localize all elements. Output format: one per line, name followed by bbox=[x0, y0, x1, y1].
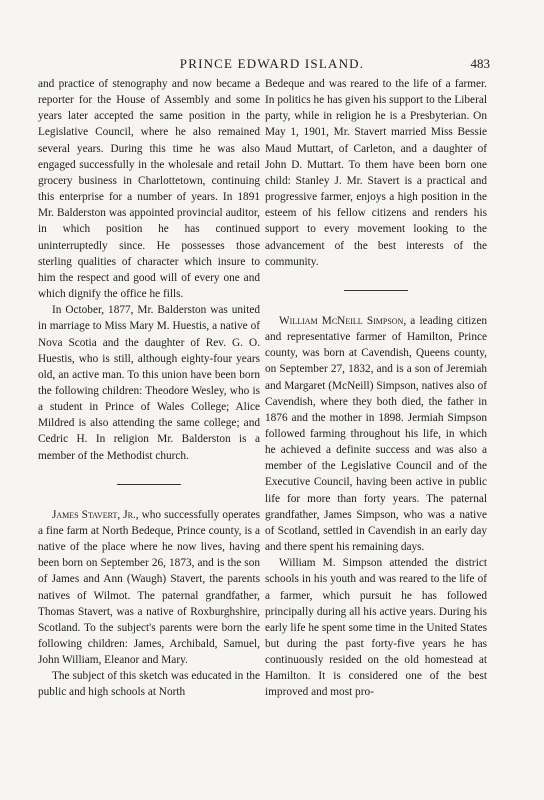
paragraph-simpson-career: William M. Simpson attended the district schools in his youth and was reared to the life of a farmer, which pursuit he has followed principally during all his active years. During his early life he spent some time in the United States but during the past forty-five years he has continuously resided on the old homestead at Hamilton. It is considered one of the best improved and most pro- bbox=[265, 557, 487, 699]
section-divider bbox=[344, 290, 408, 291]
subject-name-stavert: James Stavert, Jr., bbox=[52, 508, 139, 521]
paragraph-balderston-career: and practice of stenography and now became a reporter for the House of Assembly and some years later accepted the same position in the Legislative Council, where he also remained several years. During this time he was also engaged successfully in the wholesale and retail grocery business in Charlottetown, continuing this enterprise for a number of years. In 1891 Mr. Balderston was appointed provincial auditor, in which position he has continued uninterruptedly since. He possesses those sterling qualities of character which insure to him the respect and good will of every one and which dignify the office he fills. bbox=[38, 78, 260, 301]
paragraph-stavert-intro bbox=[38, 507, 260, 669]
paragraph-stavert-education: The subject of this sketch was educated in the public and high schools at North bbox=[38, 670, 260, 699]
right-column bbox=[265, 76, 487, 701]
subject-name-simpson: William McNeill Simpson, bbox=[279, 314, 407, 327]
section-divider bbox=[117, 484, 181, 485]
paragraph-stavert-continued: Bedeque and was reared to the life of a farmer. In politics he has given his support to the Liberal party, while in religion he is a Presbyterian. On May 1, 1901, Mr. Stavert married Miss Bessie Maud Muttart, of Carleton, and a daughter of John D. Muttart. To them have been born one child: Stanley J. Mr. Stavert is a practical and progressive farmer, enjoys a high position in the esteem of his fellow citizens and renders his support to every movement looking to the advancement of the best interests of the community. bbox=[265, 78, 487, 268]
page-number: 483 bbox=[470, 56, 490, 71]
paragraph-balderston-marriage: In October, 1877, Mr. Balderston was united in marriage to Miss Mary M. Huestis, a native of Nova Scotia and the daughter of Rev. G. O. Huestis, who is still, although eighty-four years old, an active man. To this union have been born the following children: Theodore Wesley, who is a student in Prince of Wales College; Alice Mildred is also attending the same college; and Cedric H. In religion Mr. Balderston is a member of the Methodist church. bbox=[38, 304, 260, 462]
running-head bbox=[0, 56, 544, 76]
simpson-intro-text: a leading citizen and representative farmer of Hamilton, Prince county, was born at Cavendish, Queens county, on September 27, 1832, and is a son of Jeremiah and Margaret (McNeill) Simpson, natives also of Cavendish, where they both died, the father in 1876 and the mother in 1898. Jermiah Simpson followed farming throughout his life, in which he achieved a definite success and was also a member of the Legislative Council and of the Executive Council, having been active in public life for more than forty years. The paternal grandfather, James Simpson, who was a native of Scotland, settled in Cavendish in an early day and there spent his remaining days. bbox=[265, 314, 487, 554]
left-column bbox=[38, 76, 260, 701]
stavert-intro-text: who successfully operates a fine farm at North Bedeque, Prince county, is a native of the place where he now lives, having been born on September 26, 1873, and is the son of James and Ann (Waugh) Stavert, the parents natives of Wilmot. The paternal grandfather, Thomas Stavert, was a native of Roxburghshire, Scotland. To the subject's parents were born the following children: James, Archibald, Samuel, John William, Eleanor and Mary. bbox=[38, 508, 260, 667]
running-title: PRINCE EDWARD ISLAND. bbox=[179, 56, 365, 71]
paragraph-simpson-intro bbox=[265, 313, 487, 555]
